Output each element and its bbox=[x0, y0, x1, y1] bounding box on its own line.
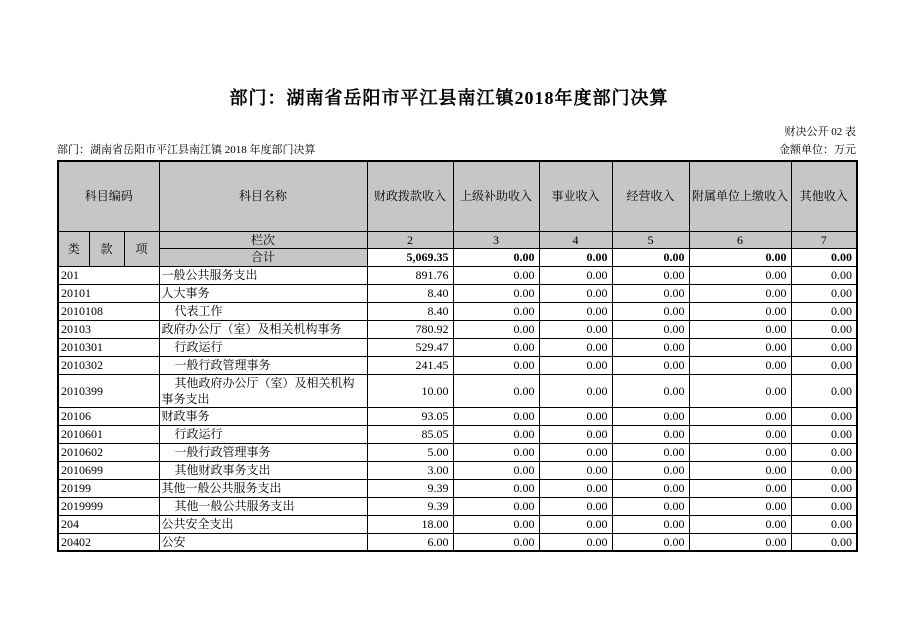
total-label: 合计 bbox=[159, 248, 367, 266]
amount-cell: 891.76 bbox=[367, 266, 453, 284]
subject-code-cell: 20101 bbox=[58, 284, 159, 302]
amount-cell: 0.00 bbox=[689, 302, 791, 320]
amount-cell: 0.00 bbox=[539, 497, 612, 515]
amount-cell: 0.00 bbox=[453, 443, 539, 461]
amount-cell: 0.00 bbox=[612, 374, 689, 407]
column-number: 3 bbox=[453, 231, 539, 248]
amount-cell: 0.00 bbox=[453, 320, 539, 338]
subject-code-cell: 2019999 bbox=[58, 497, 159, 515]
col-header-business-income: 事业收入 bbox=[539, 161, 612, 231]
table-row bbox=[58, 356, 857, 374]
table-row bbox=[58, 515, 857, 533]
table-row bbox=[58, 302, 857, 320]
amount-cell: 10.00 bbox=[367, 374, 453, 407]
total-row bbox=[58, 248, 857, 266]
amount-cell: 0.00 bbox=[791, 338, 857, 356]
subject-code-cell: 2010108 bbox=[58, 302, 159, 320]
table-row bbox=[58, 479, 857, 497]
amount-cell: 0.00 bbox=[791, 515, 857, 533]
amount-cell: 0.00 bbox=[612, 356, 689, 374]
col-header-fiscal-income: 财政拨款收入 bbox=[367, 161, 453, 231]
amount-cell: 0.00 bbox=[612, 425, 689, 443]
amount-cell: 0.00 bbox=[689, 284, 791, 302]
subject-name-cell: 人大事务 bbox=[159, 284, 367, 302]
table-row bbox=[58, 425, 857, 443]
table-row bbox=[58, 407, 857, 425]
amount-cell: 9.39 bbox=[367, 479, 453, 497]
subject-code-cell: 2010602 bbox=[58, 443, 159, 461]
amount-cell: 0.00 bbox=[791, 461, 857, 479]
amount-cell: 85.05 bbox=[367, 425, 453, 443]
amount-cell: 0.00 bbox=[689, 533, 791, 551]
amount-cell: 0.00 bbox=[689, 320, 791, 338]
amount-cell: 0.00 bbox=[791, 356, 857, 374]
amount-cell: 0.00 bbox=[539, 515, 612, 533]
lanci-label: 栏次 bbox=[159, 231, 367, 248]
col-header-other-income: 其他收入 bbox=[791, 161, 857, 231]
subject-name-cell: 公安 bbox=[159, 533, 367, 551]
subject-code-cell: 2010601 bbox=[58, 425, 159, 443]
amount-cell: 6.00 bbox=[367, 533, 453, 551]
table-row bbox=[58, 284, 857, 302]
subject-name-cell: 其他一般公共服务支出 bbox=[159, 497, 367, 515]
amount-cell: 0.00 bbox=[791, 407, 857, 425]
department-label: 部门：湖南省岳阳市平江县南江镇 2018 年度部门决算 bbox=[57, 144, 316, 156]
amount-cell: 0.00 bbox=[453, 479, 539, 497]
amount-cell: 18.00 bbox=[367, 515, 453, 533]
amount-cell: 0.00 bbox=[539, 266, 612, 284]
table-row bbox=[58, 374, 857, 407]
amount-cell: 0.00 bbox=[791, 374, 857, 407]
amount-cell: 0.00 bbox=[453, 338, 539, 356]
subject-code-cell: 20402 bbox=[58, 533, 159, 551]
amount-cell: 0.00 bbox=[689, 356, 791, 374]
total-amount-cell: 0.00 bbox=[453, 248, 539, 266]
code-sub-header-class: 类 bbox=[58, 231, 89, 266]
amount-cell: 0.00 bbox=[539, 407, 612, 425]
col-header-superior-subsidy: 上级补助收入 bbox=[453, 161, 539, 231]
amount-cell: 5.00 bbox=[367, 443, 453, 461]
amount-cell: 0.00 bbox=[453, 425, 539, 443]
table-row bbox=[58, 320, 857, 338]
subject-name-cell: 政府办公厅（室）及相关机构事务 bbox=[159, 320, 367, 338]
amount-cell: 0.00 bbox=[791, 266, 857, 284]
amount-cell: 0.00 bbox=[453, 302, 539, 320]
amount-cell: 8.40 bbox=[367, 284, 453, 302]
amount-cell: 0.00 bbox=[791, 302, 857, 320]
amount-cell: 9.39 bbox=[367, 497, 453, 515]
amount-cell: 0.00 bbox=[453, 284, 539, 302]
amount-cell: 0.00 bbox=[612, 320, 689, 338]
amount-cell: 780.92 bbox=[367, 320, 453, 338]
amount-cell: 529.47 bbox=[367, 338, 453, 356]
column-number: 6 bbox=[689, 231, 791, 248]
column-number: 2 bbox=[367, 231, 453, 248]
amount-cell: 0.00 bbox=[791, 479, 857, 497]
code-sub-header-item: 项 bbox=[124, 231, 159, 266]
form-number-label: 财决公开 02 表 bbox=[784, 126, 856, 138]
total-amount-cell: 0.00 bbox=[689, 248, 791, 266]
amount-cell: 0.00 bbox=[689, 497, 791, 515]
subject-code-cell: 2010302 bbox=[58, 356, 159, 374]
total-amount-cell: 0.00 bbox=[791, 248, 857, 266]
amount-cell: 0.00 bbox=[612, 407, 689, 425]
amount-cell: 0.00 bbox=[612, 533, 689, 551]
table-row bbox=[58, 533, 857, 551]
amount-cell: 0.00 bbox=[539, 302, 612, 320]
table-row bbox=[58, 338, 857, 356]
amount-cell: 0.00 bbox=[453, 266, 539, 284]
amount-cell: 0.00 bbox=[453, 515, 539, 533]
amount-cell: 0.00 bbox=[791, 443, 857, 461]
amount-cell: 0.00 bbox=[689, 425, 791, 443]
amount-cell: 0.00 bbox=[689, 461, 791, 479]
subject-name-cell: 一般行政管理事务 bbox=[159, 443, 367, 461]
amount-cell: 0.00 bbox=[612, 443, 689, 461]
unit-label: 金额单位：万元 bbox=[779, 144, 856, 156]
amount-cell: 0.00 bbox=[689, 407, 791, 425]
subject-code-cell: 20199 bbox=[58, 479, 159, 497]
subject-code-cell: 20103 bbox=[58, 320, 159, 338]
code-sub-header-section: 款 bbox=[89, 231, 124, 266]
subject-name-cell: 其他一般公共服务支出 bbox=[159, 479, 367, 497]
subject-name-cell: 公共安全支出 bbox=[159, 515, 367, 533]
amount-cell: 0.00 bbox=[791, 533, 857, 551]
column-number: 5 bbox=[612, 231, 689, 248]
subject-name-header: 科目名称 bbox=[159, 161, 367, 231]
amount-cell: 0.00 bbox=[612, 302, 689, 320]
subject-name-cell: 一般行政管理事务 bbox=[159, 356, 367, 374]
subject-code-cell: 201 bbox=[58, 266, 159, 284]
amount-cell: 241.45 bbox=[367, 356, 453, 374]
table-body bbox=[58, 266, 857, 551]
amount-cell: 0.00 bbox=[539, 425, 612, 443]
subject-code-cell: 20106 bbox=[58, 407, 159, 425]
amount-cell: 0.00 bbox=[453, 533, 539, 551]
total-amount-cell: 0.00 bbox=[612, 248, 689, 266]
amount-cell: 0.00 bbox=[612, 338, 689, 356]
amount-cell: 0.00 bbox=[539, 284, 612, 302]
subject-code-header: 科目编码 bbox=[58, 161, 159, 231]
amount-cell: 0.00 bbox=[689, 479, 791, 497]
col-header-affiliated-unit-income: 附属单位上缴收入 bbox=[689, 161, 791, 231]
subject-name-cell: 代表工作 bbox=[159, 302, 367, 320]
amount-cell: 0.00 bbox=[539, 320, 612, 338]
amount-cell: 0.00 bbox=[453, 497, 539, 515]
amount-cell: 0.00 bbox=[689, 443, 791, 461]
amount-cell: 0.00 bbox=[791, 425, 857, 443]
table-row bbox=[58, 443, 857, 461]
subject-name-cell: 其他财政事务支出 bbox=[159, 461, 367, 479]
amount-cell: 0.00 bbox=[539, 479, 612, 497]
column-number: 7 bbox=[791, 231, 857, 248]
amount-cell: 0.00 bbox=[453, 407, 539, 425]
column-number: 4 bbox=[539, 231, 612, 248]
amount-cell: 0.00 bbox=[539, 461, 612, 479]
amount-cell: 0.00 bbox=[689, 338, 791, 356]
subject-code-cell: 2010399 bbox=[58, 374, 159, 407]
amount-cell: 0.00 bbox=[453, 461, 539, 479]
amount-cell: 0.00 bbox=[612, 461, 689, 479]
subject-code-cell: 2010301 bbox=[58, 338, 159, 356]
column-number-row bbox=[58, 231, 857, 248]
amount-cell: 0.00 bbox=[539, 356, 612, 374]
subject-code-cell: 204 bbox=[58, 515, 159, 533]
amount-cell: 0.00 bbox=[453, 356, 539, 374]
amount-cell: 0.00 bbox=[539, 374, 612, 407]
subject-code-cell: 2010699 bbox=[58, 461, 159, 479]
subject-name-cell: 财政事务 bbox=[159, 407, 367, 425]
amount-cell: 0.00 bbox=[539, 533, 612, 551]
amount-cell: 3.00 bbox=[367, 461, 453, 479]
amount-cell: 8.40 bbox=[367, 302, 453, 320]
subject-name-cell: 其他政府办公厅（室）及相关机构事务支出 bbox=[159, 374, 367, 407]
amount-cell: 0.00 bbox=[791, 320, 857, 338]
budget-table bbox=[57, 160, 858, 552]
table-header-row bbox=[58, 161, 857, 231]
meta-line bbox=[57, 141, 856, 157]
amount-cell: 0.00 bbox=[612, 284, 689, 302]
amount-cell: 0.00 bbox=[689, 374, 791, 407]
table-row bbox=[58, 497, 857, 515]
amount-cell: 0.00 bbox=[612, 479, 689, 497]
table-row bbox=[58, 461, 857, 479]
subject-name-cell: 行政运行 bbox=[159, 338, 367, 356]
col-header-operating-income: 经营收入 bbox=[612, 161, 689, 231]
amount-cell: 0.00 bbox=[453, 374, 539, 407]
amount-cell: 0.00 bbox=[791, 284, 857, 302]
amount-cell: 0.00 bbox=[612, 515, 689, 533]
subject-name-cell: 一般公共服务支出 bbox=[159, 266, 367, 284]
amount-cell: 0.00 bbox=[539, 443, 612, 461]
page-title: 部门：湖南省岳阳市平江县南江镇2018年度部门决算 bbox=[229, 88, 669, 108]
total-amount-cell: 0.00 bbox=[539, 248, 612, 266]
total-amount-cell: 5,069.35 bbox=[367, 248, 453, 266]
subject-name-cell: 行政运行 bbox=[159, 425, 367, 443]
table-row bbox=[58, 266, 857, 284]
amount-cell: 0.00 bbox=[791, 497, 857, 515]
amount-cell: 93.05 bbox=[367, 407, 453, 425]
amount-cell: 0.00 bbox=[689, 515, 791, 533]
amount-cell: 0.00 bbox=[612, 497, 689, 515]
amount-cell: 0.00 bbox=[612, 266, 689, 284]
amount-cell: 0.00 bbox=[689, 266, 791, 284]
amount-cell: 0.00 bbox=[539, 338, 612, 356]
